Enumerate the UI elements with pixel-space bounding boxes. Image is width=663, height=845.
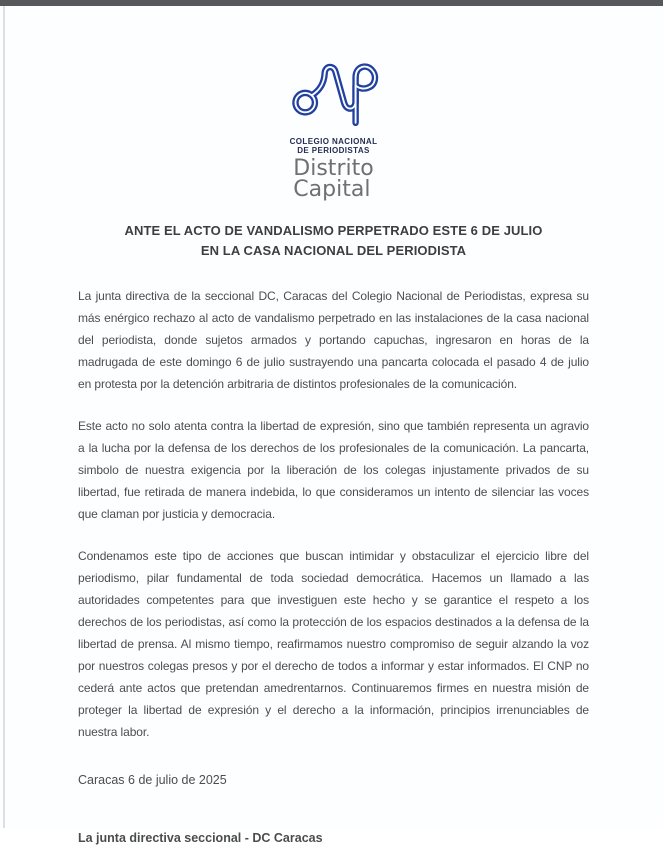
region-name	[293, 158, 373, 200]
statement-paragraph: Condenamos este tipo de acciones que buscan intimidar y obstaculizar el ejercicio libre del periodismo, pilar fundamental de toda sociedad democrática. Hacemos un llamado a las autoridades competentes para que investiguen este hecho y se garantice el respeto a los derechos de los periodistas, así como la protección de los espacios destinados a la defensa de la libertad de prensa. Al mismo tiempo, reafirmamos nuestro compromiso de seguir alzando la voz por nuestros colegas presos y por el derecho de todos a informar y estar informados. El CNP no cederá ante actos que pretendan amedrentarnos. Continuaremos firmes en nuestra misión de proteger la libertad de expresión y el derecho a la información, principios irrenunciables de nuestra labor.	[78, 549, 589, 739]
statement-title	[78, 221, 589, 261]
signature-line: La junta directiva seccional - DC Caracas	[78, 831, 323, 845]
statement-paragraph: Este acto no solo atenta contra la libertad de expresión, sino que también representa un agravio a la lucha por la defensa de los derechos de los profesionales de la comunicación. La pancarta, simbolo de nuestra exigencia por la liberación de los colegas injustamente privados de su libertad, fue retirada de manera indebida, lo que consideramos un intento de silenciar las voces que claman por justicia y democracia.	[78, 419, 589, 521]
cnp-logo	[78, 58, 589, 201]
org-name-line2: DE PERIODISTAS	[297, 146, 370, 155]
cnp-monogram-icon	[282, 58, 386, 130]
region-name-line1: Distrito	[293, 156, 374, 181]
statement-title-line1: ANTE EL ACTO DE VANDALISMO PERPETRADO ESTE 6 DE JULIO	[124, 223, 543, 238]
statement-body	[78, 285, 589, 743]
date-line: Caracas 6 de julio de 2025	[78, 773, 227, 787]
statement-page	[0, 6, 663, 845]
statement-title-line2: EN LA CASA NACIONAL DEL PERIODISTA	[200, 243, 467, 258]
org-name	[78, 137, 589, 155]
region-name-line2: Capital	[293, 177, 371, 202]
org-name-line1: COLEGIO NACIONAL	[289, 137, 378, 146]
statement-paragraph: La junta directiva de la seccional DC, Caracas del Colegio Nacional de Periodistas, expresa su más enérgico rechazo al acto de vandalismo perpetrado en las instalaciones de la casa nacional del periodista, donde sujetos armados y portando capuchas, ingresaron en horas de la madrugada de este domingo 6 de julio sustrayendo una pancarta colocada el pasado 4 de julio en protesta por la detención arbitraria de distintos profesionales de la comunicación.	[78, 289, 589, 391]
